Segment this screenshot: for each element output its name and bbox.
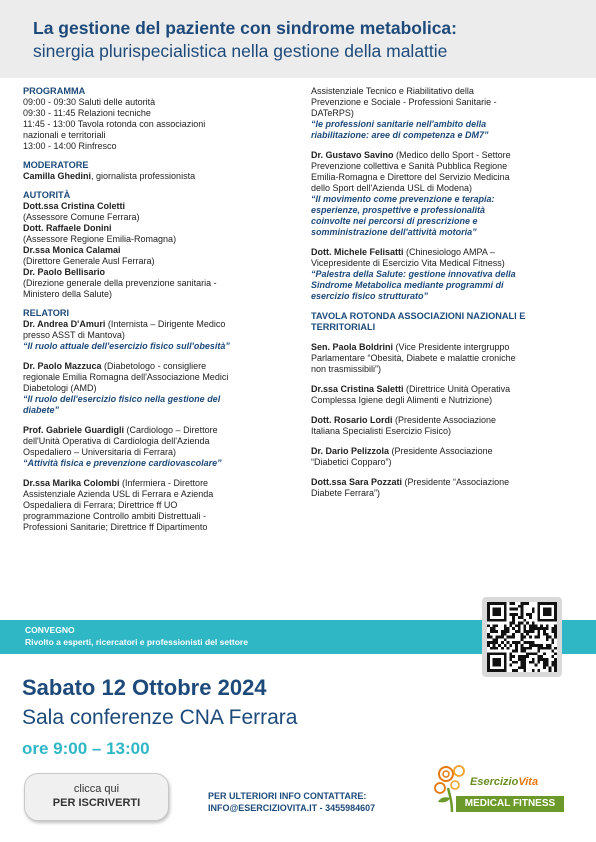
relatore-desc: regionale Emilia Romagna dell'Associazione Medici (23, 372, 229, 382)
programma-item: 13:00 - 14:00 Rinfresco (23, 141, 117, 151)
logo-tagline: MEDICAL FITNESS (456, 796, 564, 812)
autorita-name: Dr.ssa Monica Calamai (23, 245, 121, 255)
programma-item: 09:30 - 11:45 Relazioni tecniche (23, 108, 151, 118)
relatore-talk: diabete” (23, 405, 60, 415)
tavola-entry (311, 477, 573, 499)
relatore-desc: Ospedaliera di Ferrara; Direttrice ff UO (23, 500, 178, 510)
relatore-name: Prof. Gabriele Guardigli (23, 425, 125, 435)
relatore-desc: Prevenzione e Sociale - Professioni Sanitarie - (311, 97, 497, 107)
relatore-name: Dr. Paolo Mazzuca (23, 361, 102, 371)
logo-wordmark-part2: Vita (518, 776, 539, 788)
tavola-entry (311, 342, 573, 375)
moderatore-entry (23, 171, 295, 182)
relatore-talk: “le professioni sanitarie nell'ambito della (311, 119, 487, 129)
tavola-entry (311, 415, 573, 437)
event-date: Sabato 12 Ottobre 2024 (22, 675, 267, 700)
relatore-desc: Emilia-Romagna e Direttore del Servizio Medicina (311, 172, 510, 182)
page-subtitle: sinergia plurispecialistica nella gestione della malattie (33, 41, 448, 61)
relatore-entry (23, 319, 295, 352)
relatore-desc: dell'Unità Operativa di Cardiologia dell'Azienda (23, 436, 210, 446)
contact-details: INFO@ESERCIZIOVITA.IT - 3455984607 (208, 803, 376, 813)
relatore-desc: (Internista – Dirigente Medico (105, 319, 226, 329)
autorita-role: Ministero della Salute) (23, 289, 113, 299)
relatore-desc: Assistenziale Tecnico e Riabilitativo della (311, 86, 474, 96)
programma-item: 11:45 - 13:00 Tavola rotonda con associazioni (23, 119, 206, 129)
relatori-section (23, 308, 295, 533)
signup-button[interactable] (24, 773, 169, 821)
tavola-desc: Italiana Specialisti Esercizio Fisico) (311, 426, 452, 436)
relatore-desc: (Diabetologo - consigliere (101, 361, 207, 371)
relatore-talk: “Palestra della Salute: gestione innovativa della (311, 269, 516, 279)
logo-wordmark (470, 776, 538, 788)
page-header (0, 0, 596, 78)
page-title: La gestione del paziente con sindrome metabolica: (33, 18, 457, 38)
qr-code-icon[interactable] (487, 602, 557, 672)
programma-item: 09:00 - 09:30 Saluti delle autorità (23, 97, 156, 107)
programma-section (23, 86, 295, 152)
convegno-audience: Rivolto a esperti, ricercatori e professionisti del settore (25, 637, 248, 647)
moderatore-title: MODERATORE (23, 160, 89, 170)
autorita-role: (Direzione generale della prevenzione sanitaria - (23, 278, 217, 288)
tavola-desc: (Presidente Associazione (392, 415, 497, 425)
signup-button-line2: PER ISCRIVERTI (52, 797, 141, 809)
relatori-title: RELATORI (23, 308, 70, 318)
tavola-desc: non trasmissibili”) (311, 364, 382, 374)
relatore-desc: programmazione Controllo ambiti Distrettuali - (23, 511, 207, 521)
tavola-desc: (Presidente “Associazione (402, 477, 510, 487)
relatore-talk: riabilitazione: aree di competenza e DM7” (311, 130, 489, 140)
relatore-desc: Prevenzione collettiva e Sanità Pubblica Regione (311, 161, 508, 171)
tavola-desc: (Presidente Associazione (389, 446, 493, 456)
relatore-name: Dr. Andrea D'Amuri (23, 319, 106, 329)
relatore-desc: dello Sport dell'Azienda USL di Modena) (311, 183, 472, 193)
relatore-desc: presso ASST di Mantova) (23, 330, 125, 340)
relatore-desc: Assistenziale Azienda USL di Ferrara e Azienda (23, 489, 214, 499)
tavola-name: Sen. Paola Boldrini (311, 342, 394, 352)
relatore-entry (311, 247, 573, 302)
relatore-desc: (Chinesiologo AMPA – (403, 247, 495, 257)
tavola-desc: (Direttrice Unità Operativa (403, 384, 511, 394)
autorita-section (23, 190, 295, 300)
relatore-desc: DATeRPS) (311, 108, 354, 118)
relatore-talk: “Il ruolo dell'esercizio fisico nella gestione del (23, 394, 221, 404)
moderatore-role: , giornalista professionista (91, 171, 196, 181)
programma-title: PROGRAMMA (23, 86, 86, 96)
relatore-name: Dott. Michele Felisatti (311, 247, 404, 257)
relatore-desc: Diabetologi (AMD) (23, 383, 97, 393)
relatore-desc: Professioni Sanitarie; Direttrice ff Dipartimento (23, 522, 208, 532)
logo-wordmark-part1: Esercizio (470, 776, 519, 788)
autorita-role: (Assessore Comune Ferrara) (23, 212, 140, 222)
relatore-talk: coinvolte nei percorsi di prescrizione e (311, 216, 478, 226)
tavola-desc: (Vice Presidente intergruppo (393, 342, 510, 352)
left-column (23, 86, 295, 541)
contact-label: PER ULTERIORI INFO CONTATTARE: (208, 791, 367, 801)
tavola-entry (311, 446, 573, 468)
right-column (311, 86, 573, 508)
relatore-desc: Ospedaliero – Universitaria di Ferrara) (23, 447, 177, 457)
relatore-entry (23, 478, 295, 533)
relatore-name: Dr. Gustavo Savino (311, 150, 394, 160)
relatore-desc: (Medico dello Sport - Settore (393, 150, 511, 160)
relatore-talk: “Il ruolo attuale dell'esercizio fisico sull'obesità” (23, 341, 230, 351)
tavola-desc: “Diabetici Copparo”) (311, 457, 392, 467)
tavola-section-title (311, 311, 573, 333)
moderatore-section (23, 160, 295, 182)
autorita-role: (Direttore Generale Ausl Ferrara) (23, 256, 155, 266)
tavola-entry (311, 384, 573, 406)
relatore-desc: Vicepresidente di Esercizio Vita Medical Fitness) (311, 258, 505, 268)
contact-info (208, 790, 375, 814)
relatore-entry (311, 150, 573, 238)
relatore-talk: Sindrome Metabolica mediante programmi di (311, 280, 504, 290)
relatore-entry-continued (311, 86, 573, 141)
autorita-name: Dr. Paolo Bellisario (23, 267, 106, 277)
tavola-desc: Complessa Igiene degli Alimenti e Nutrizione) (311, 395, 493, 405)
relatore-name: Dr.ssa Marika Colombi (23, 478, 120, 488)
tavola-title: TAVOLA ROTONDA ASSOCIAZIONI NAZIONALI E (311, 311, 526, 321)
relatore-desc: (Cardiologo – Direttore (124, 425, 218, 435)
autorita-name: Dott.ssa Cristina Coletti (23, 201, 126, 211)
relatore-entry (23, 425, 295, 469)
programma-item: nazionali e territoriali (23, 130, 106, 140)
tavola-title: TERRITORIALI (311, 322, 376, 332)
tavola-desc: Diabete Ferrara”) (311, 488, 381, 498)
event-time: ore 9:00 – 13:00 (22, 739, 150, 758)
autorita-name: Dott. Raffaele Donini (23, 223, 112, 233)
relatore-talk: esercizio fisico strutturato” (311, 291, 429, 301)
tavola-name: Dott. Rosario Lordi (311, 415, 393, 425)
event-venue: Sala conferenze CNA Ferrara (22, 706, 298, 729)
signup-button-line1: clicca qui (73, 783, 120, 795)
autorita-title: AUTORITÀ (23, 190, 71, 200)
relatore-talk: “Il movimento come prevenzione e terapia: (311, 194, 495, 204)
relatore-desc: (Infermiera - Direttore (119, 478, 209, 488)
relatore-talk: esperienze, prospettive e professionalità (311, 205, 486, 215)
relatore-talk: “Attività fisica e prevenzione cardiovascolare” (23, 458, 222, 468)
tavola-name: Dr. Dario Pelizzola (311, 446, 390, 456)
tavola-name: Dr.ssa Cristina Saletti (311, 384, 404, 394)
autorita-role: (Assessore Regione Emilia-Romagna) (23, 234, 177, 244)
esercizio-vita-logo (432, 762, 572, 822)
relatore-talk: somministrazione dell'attività motoria” (311, 227, 477, 237)
relatore-entry (23, 361, 295, 416)
tavola-desc: Parlamentare “Obesità, Diabete e malattie croniche (311, 353, 516, 363)
convegno-label: CONVEGNO (25, 625, 75, 635)
moderatore-name: Camilla Ghedini (23, 171, 92, 181)
tavola-name: Dott.ssa Sara Pozzati (311, 477, 403, 487)
